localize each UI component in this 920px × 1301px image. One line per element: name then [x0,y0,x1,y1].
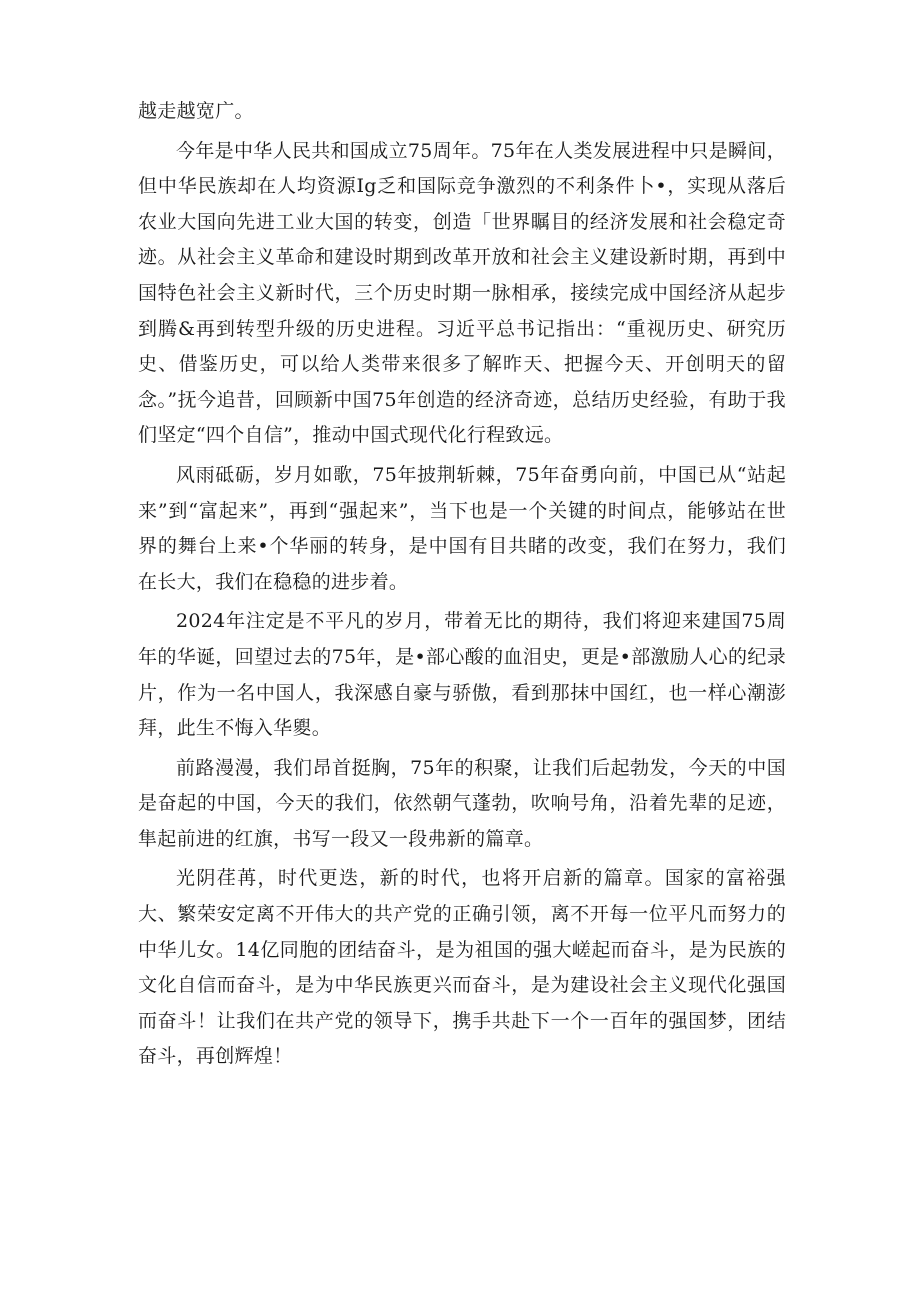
paragraph-2024: 2024年注定是不平凡的岁月，带着无比的期待，我们将迎来建国75周年的华诞，回望过去的75年，是•部心酸的血泪史，更是•部激励人心的纪录片，作为一名中国人，我深感自豪与骄傲，看到那抹中国红，也一样心潮澎拜，此生不悔入华夓。 [138,610,786,740]
paragraph-continued: 越走越宽广。 [138,100,254,122]
paragraph-time-flies: 光阴荏苒，时代更迭，新的时代，也将开启新的篇章。国家的富裕强大、繁荣安定离不开伟大的共产党的正确引领，离不开每一位平凡而努力的中华儿女。14亿同胞的团结奋斗，是为祖国的强大嵯起而奋斗，是为民族的文化自信而奋斗，是为中华民族更兴而奋斗，是为建设社会主义现代化强国而奋斗！让我们在共产党的领导下，携手共赴下一个一百年的强国梦，团结奋斗，再创辉煌！ [138,867,786,1068]
document-page [138,94,786,1079]
paragraph-anniversary: 今年是中华人民共和国成立75周年。75年在人类发展进程中只是瞬间，但中华民族却在人均资源Ig乏和国际竞争激烈的不利条件卜•，实现从落后农业大国向先进工业大国的转变，创造「世界瞩目的经济发展和社会稳定奇迹。从社会主义革命和建设时期到改革开放和社会主义建设新时期，再到中国特色社会主义新时代，三个历史时期一脉相承，接续完成中国经济从起步到腾&再到转型升级的历史进程。习近平总书记指出：“重视历史、研究历史、借鉴历史，可以给人类带来很多了解昨天、把握今天、开创明天的留念。”抚今追昔，回顾新中国75年创造的经济奇迹，总结历史经验，有助于我们坚定“四个自信”，推动中国式现代化行程致远。 [138,139,786,447]
paragraph-road-ahead: 前路漫漫，我们昂首挺胸，75年的积聚，让我们后起勃发，今天的中国是奋起的中国，今天的我们，依然朝气蓬勃，吹响号角，沿着先辈的足迹，隼起前进的红旗，书写一段又一段弗新的篇章。 [138,756,786,850]
paragraph-wind-and-rain: 风雨砥砺，岁月如歌，75年披荆斩棘，75年奋勇向前，中国已从“站起来”到“富起来”，再到“强起来”，当下也是一个关键的时间点，能够站在世界的舞台上来•个华丽的转身，是中国有目共睹的改变，我们在努力，我们在长大，我们在稳稳的进步着。 [138,463,786,593]
